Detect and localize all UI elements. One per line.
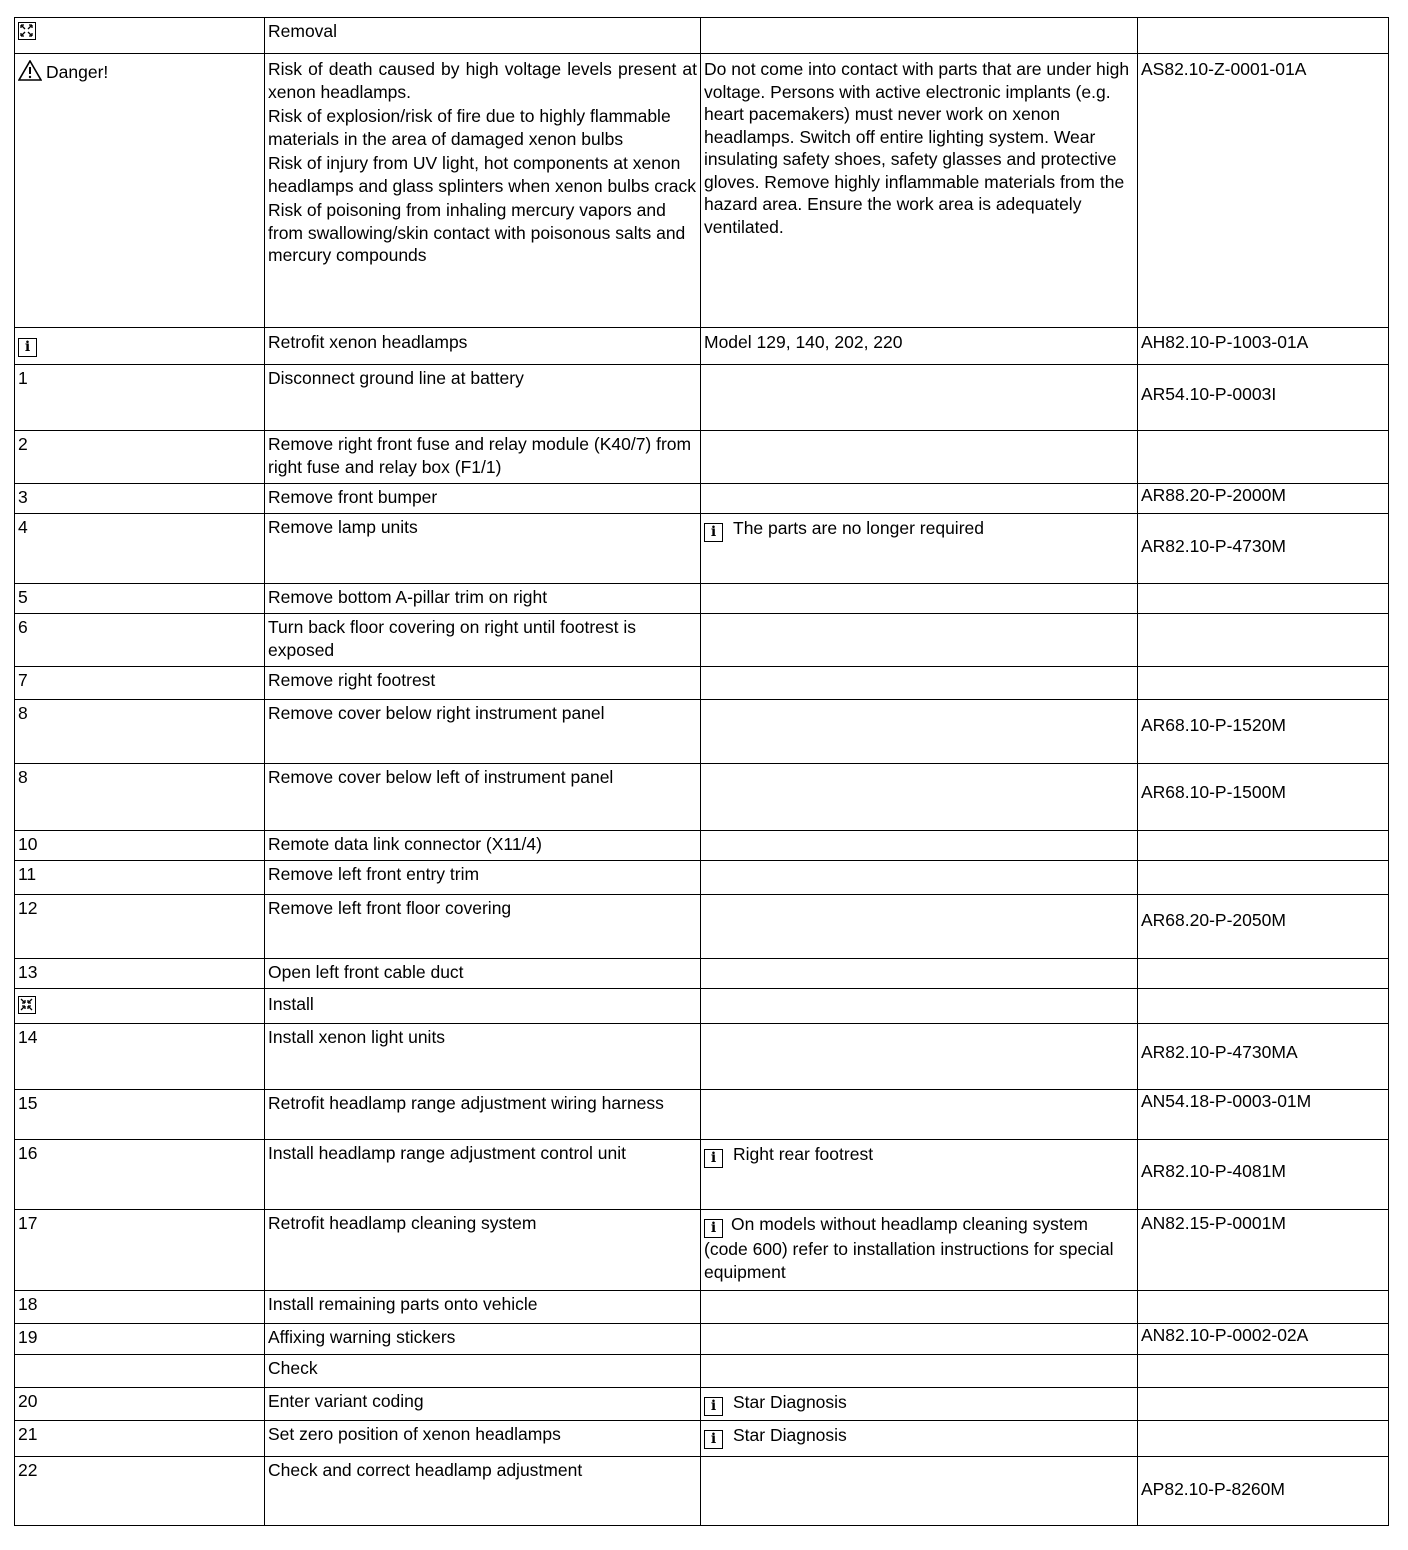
table-row	[15, 1291, 1389, 1324]
reference-cell	[1138, 895, 1389, 959]
step-description: Retrofit headlamp range adjustment wiring harness	[265, 1090, 701, 1140]
step-number: 16	[15, 1140, 265, 1210]
note-cell	[701, 667, 1138, 700]
reference-cell	[1138, 584, 1389, 614]
table-row	[15, 1324, 1389, 1355]
step-description	[265, 54, 701, 328]
reference-cell	[1138, 700, 1389, 764]
note-cell	[701, 959, 1138, 989]
table-row	[15, 18, 1389, 54]
table-row	[15, 328, 1389, 365]
step-description: Remove bottom A-pillar trim on right	[265, 584, 701, 614]
table-row	[15, 1140, 1389, 1210]
reference-cell	[1138, 989, 1389, 1024]
info-icon: i	[704, 1149, 723, 1168]
table-row	[15, 514, 1389, 584]
danger-paragraph: Risk of explosion/risk of fire due to highly flammable materials in the area of damaged xenon bulbs	[268, 106, 671, 149]
note-cell	[701, 514, 1138, 584]
note-cell	[701, 1355, 1138, 1388]
table-row	[15, 1210, 1389, 1291]
table-row	[15, 1388, 1389, 1421]
note-cell	[701, 614, 1138, 667]
step-number: 10	[15, 831, 265, 861]
step-description: Remove right footrest	[265, 667, 701, 700]
install-symbol-icon	[18, 996, 36, 1014]
reference-code: AR82.10-P-4730M	[1141, 536, 1286, 556]
step-number: 18	[15, 1291, 265, 1324]
step-description: Remove cover below right instrument panel	[265, 700, 701, 764]
step-number: 19	[15, 1324, 265, 1355]
step-description: Install xenon light units	[265, 1024, 701, 1090]
reference-cell: AR88.20-P-2000M	[1138, 484, 1389, 514]
reference-cell	[1138, 431, 1389, 484]
danger-paragraph: Risk of injury from UV light, hot components at xenon headlamps and glass splinters when xenon bulbs crack	[268, 153, 697, 196]
note-cell	[701, 1210, 1138, 1291]
reference-cell	[1138, 1024, 1389, 1090]
step-description: Set zero position of xenon headlamps	[265, 1421, 701, 1457]
note-cell	[701, 895, 1138, 959]
step-description: Check	[265, 1355, 701, 1388]
note-cell	[701, 831, 1138, 861]
note-cell	[701, 861, 1138, 895]
reference-code: AR68.10-P-1500M	[1141, 782, 1286, 802]
table-row	[15, 700, 1389, 764]
note-cell	[701, 1388, 1138, 1421]
reference-cell	[1138, 1140, 1389, 1210]
note-cell	[701, 1140, 1138, 1210]
reference-cell	[1138, 1457, 1389, 1526]
note-text: The parts are no longer required	[733, 518, 984, 538]
step-description: Install headlamp range adjustment control unit	[265, 1140, 701, 1210]
step-number: 22	[15, 1457, 265, 1526]
reference-code: AR82.10-P-4081M	[1141, 1161, 1286, 1181]
reference-cell: AS82.10-Z-0001-01A	[1138, 54, 1389, 328]
info-icon: i	[704, 523, 723, 542]
step-number: 3	[15, 484, 265, 514]
danger-paragraph: Risk of death caused by high voltage levels present at xenon headlamps.	[268, 59, 697, 102]
step-cell	[15, 18, 265, 54]
warning-triangle-icon	[18, 60, 42, 87]
table-row	[15, 861, 1389, 895]
step-number: 2	[15, 431, 265, 484]
step-number: 6	[15, 614, 265, 667]
danger-label: Danger!	[46, 62, 109, 82]
table-row	[15, 831, 1389, 861]
note-cell	[701, 1024, 1138, 1090]
table-row	[15, 959, 1389, 989]
note-cell	[701, 365, 1138, 431]
note-cell	[701, 1457, 1138, 1526]
reference-code: AR68.10-P-1520M	[1141, 715, 1286, 735]
reference-cell	[1138, 365, 1389, 431]
reference-cell	[1138, 1388, 1389, 1421]
note-text: Star Diagnosis	[733, 1425, 847, 1445]
step-description: Install remaining parts onto vehicle	[265, 1291, 701, 1324]
reference-cell: AH82.10-P-1003-01A	[1138, 328, 1389, 365]
step-description: Removal	[265, 18, 701, 54]
table-row	[15, 484, 1389, 514]
step-number: 12	[15, 895, 265, 959]
step-description: Open left front cable duct	[265, 959, 701, 989]
table-row	[15, 431, 1389, 484]
table-row	[15, 1457, 1389, 1526]
step-description: Retrofit xenon headlamps	[265, 328, 701, 365]
note-text: On models without headlamp cleaning system (code 600) refer to installation instructions for special equipment	[704, 1214, 1114, 1282]
table-row	[15, 764, 1389, 831]
table-row	[15, 54, 1389, 328]
note-cell	[701, 1324, 1138, 1355]
procedure-table	[14, 17, 1389, 1526]
step-number: 8	[15, 700, 265, 764]
info-icon: i	[18, 338, 37, 357]
step-description: Remove front bumper	[265, 484, 701, 514]
step-number: 8	[15, 764, 265, 831]
removal-symbol-icon	[18, 22, 36, 40]
step-description: Remove lamp units	[265, 514, 701, 584]
reference-cell	[1138, 1421, 1389, 1457]
step-description: Remove left front floor covering	[265, 895, 701, 959]
table-row	[15, 1421, 1389, 1457]
step-description: Remove cover below left of instrument panel	[265, 764, 701, 831]
reference-cell: AN54.18-P-0003-01M	[1138, 1090, 1389, 1140]
step-number: 1	[15, 365, 265, 431]
reference-code: AR54.10-P-0003I	[1141, 384, 1277, 404]
step-cell	[15, 328, 265, 365]
step-number: 14	[15, 1024, 265, 1090]
note-cell	[701, 431, 1138, 484]
step-number: 5	[15, 584, 265, 614]
step-number: 11	[15, 861, 265, 895]
table-row	[15, 614, 1389, 667]
step-description: Disconnect ground line at battery	[265, 365, 701, 431]
note-cell	[701, 764, 1138, 831]
step-number: 21	[15, 1421, 265, 1457]
step-description: Affixing warning stickers	[265, 1324, 701, 1355]
step-cell	[15, 54, 265, 328]
info-icon: i	[704, 1397, 723, 1416]
reference-cell	[1138, 764, 1389, 831]
note-cell	[701, 484, 1138, 514]
reference-cell	[1138, 18, 1389, 54]
step-number: 17	[15, 1210, 265, 1291]
danger-paragraph: Risk of poisoning from inhaling mercury vapors and from swallowing/skin contact with poisonous salts and mercury compounds	[268, 200, 686, 265]
reference-code: AP82.10-P-8260M	[1141, 1479, 1285, 1499]
note-cell	[701, 1090, 1138, 1140]
table-row	[15, 1024, 1389, 1090]
step-description: Turn back floor covering on right until footrest is exposed	[265, 614, 701, 667]
step-description: Remove right front fuse and relay module (K40/7) from right fuse and relay box (F1/1)	[265, 431, 701, 484]
table-row	[15, 667, 1389, 700]
reference-code: AR68.20-P-2050M	[1141, 910, 1286, 930]
table-row	[15, 584, 1389, 614]
reference-cell	[1138, 667, 1389, 700]
note-cell	[701, 584, 1138, 614]
note-cell	[701, 989, 1138, 1024]
reference-cell	[1138, 614, 1389, 667]
note-cell	[701, 700, 1138, 764]
table-row	[15, 365, 1389, 431]
reference-cell	[1138, 1355, 1389, 1388]
step-number	[15, 1355, 265, 1388]
note-cell	[701, 1421, 1138, 1457]
reference-cell: AN82.15-P-0001M	[1138, 1210, 1389, 1291]
info-icon: i	[704, 1430, 723, 1449]
step-number: 20	[15, 1388, 265, 1421]
step-description: Check and correct headlamp adjustment	[265, 1457, 701, 1526]
note-cell: Do not come into contact with parts that are under high voltage. Persons with active electronic implants (e.g. heart pacemakers) must never work on xenon headlamps. Switch off entire lighting system. Wear insulating safety shoes, safety glasses and protective gloves. Remove highly inflammable materials from the hazard area. Ensure the work area is adequately ventilated.	[701, 54, 1138, 328]
reference-cell	[1138, 861, 1389, 895]
info-icon: i	[704, 1219, 723, 1238]
reference-cell: AN82.10-P-0002-02A	[1138, 1324, 1389, 1355]
step-number: 15	[15, 1090, 265, 1140]
note-cell	[701, 18, 1138, 54]
note-text: Star Diagnosis	[733, 1392, 847, 1412]
reference-code: AR82.10-P-4730MA	[1141, 1042, 1298, 1062]
step-description: Install	[265, 989, 701, 1024]
reference-cell	[1138, 831, 1389, 861]
step-cell	[15, 989, 265, 1024]
step-number: 4	[15, 514, 265, 584]
table-row	[15, 1355, 1389, 1388]
step-description: Remote data link connector (X11/4)	[265, 831, 701, 861]
table-row	[15, 1090, 1389, 1140]
step-number: 13	[15, 959, 265, 989]
reference-cell	[1138, 514, 1389, 584]
step-description: Enter variant coding	[265, 1388, 701, 1421]
note-text: Right rear footrest	[733, 1144, 874, 1164]
reference-cell	[1138, 959, 1389, 989]
step-number: 7	[15, 667, 265, 700]
table-row	[15, 895, 1389, 959]
note-cell	[701, 1291, 1138, 1324]
table-row	[15, 989, 1389, 1024]
step-description: Remove left front entry trim	[265, 861, 701, 895]
step-description: Retrofit headlamp cleaning system	[265, 1210, 701, 1291]
note-cell: Model 129, 140, 202, 220	[701, 328, 1138, 365]
reference-cell	[1138, 1291, 1389, 1324]
